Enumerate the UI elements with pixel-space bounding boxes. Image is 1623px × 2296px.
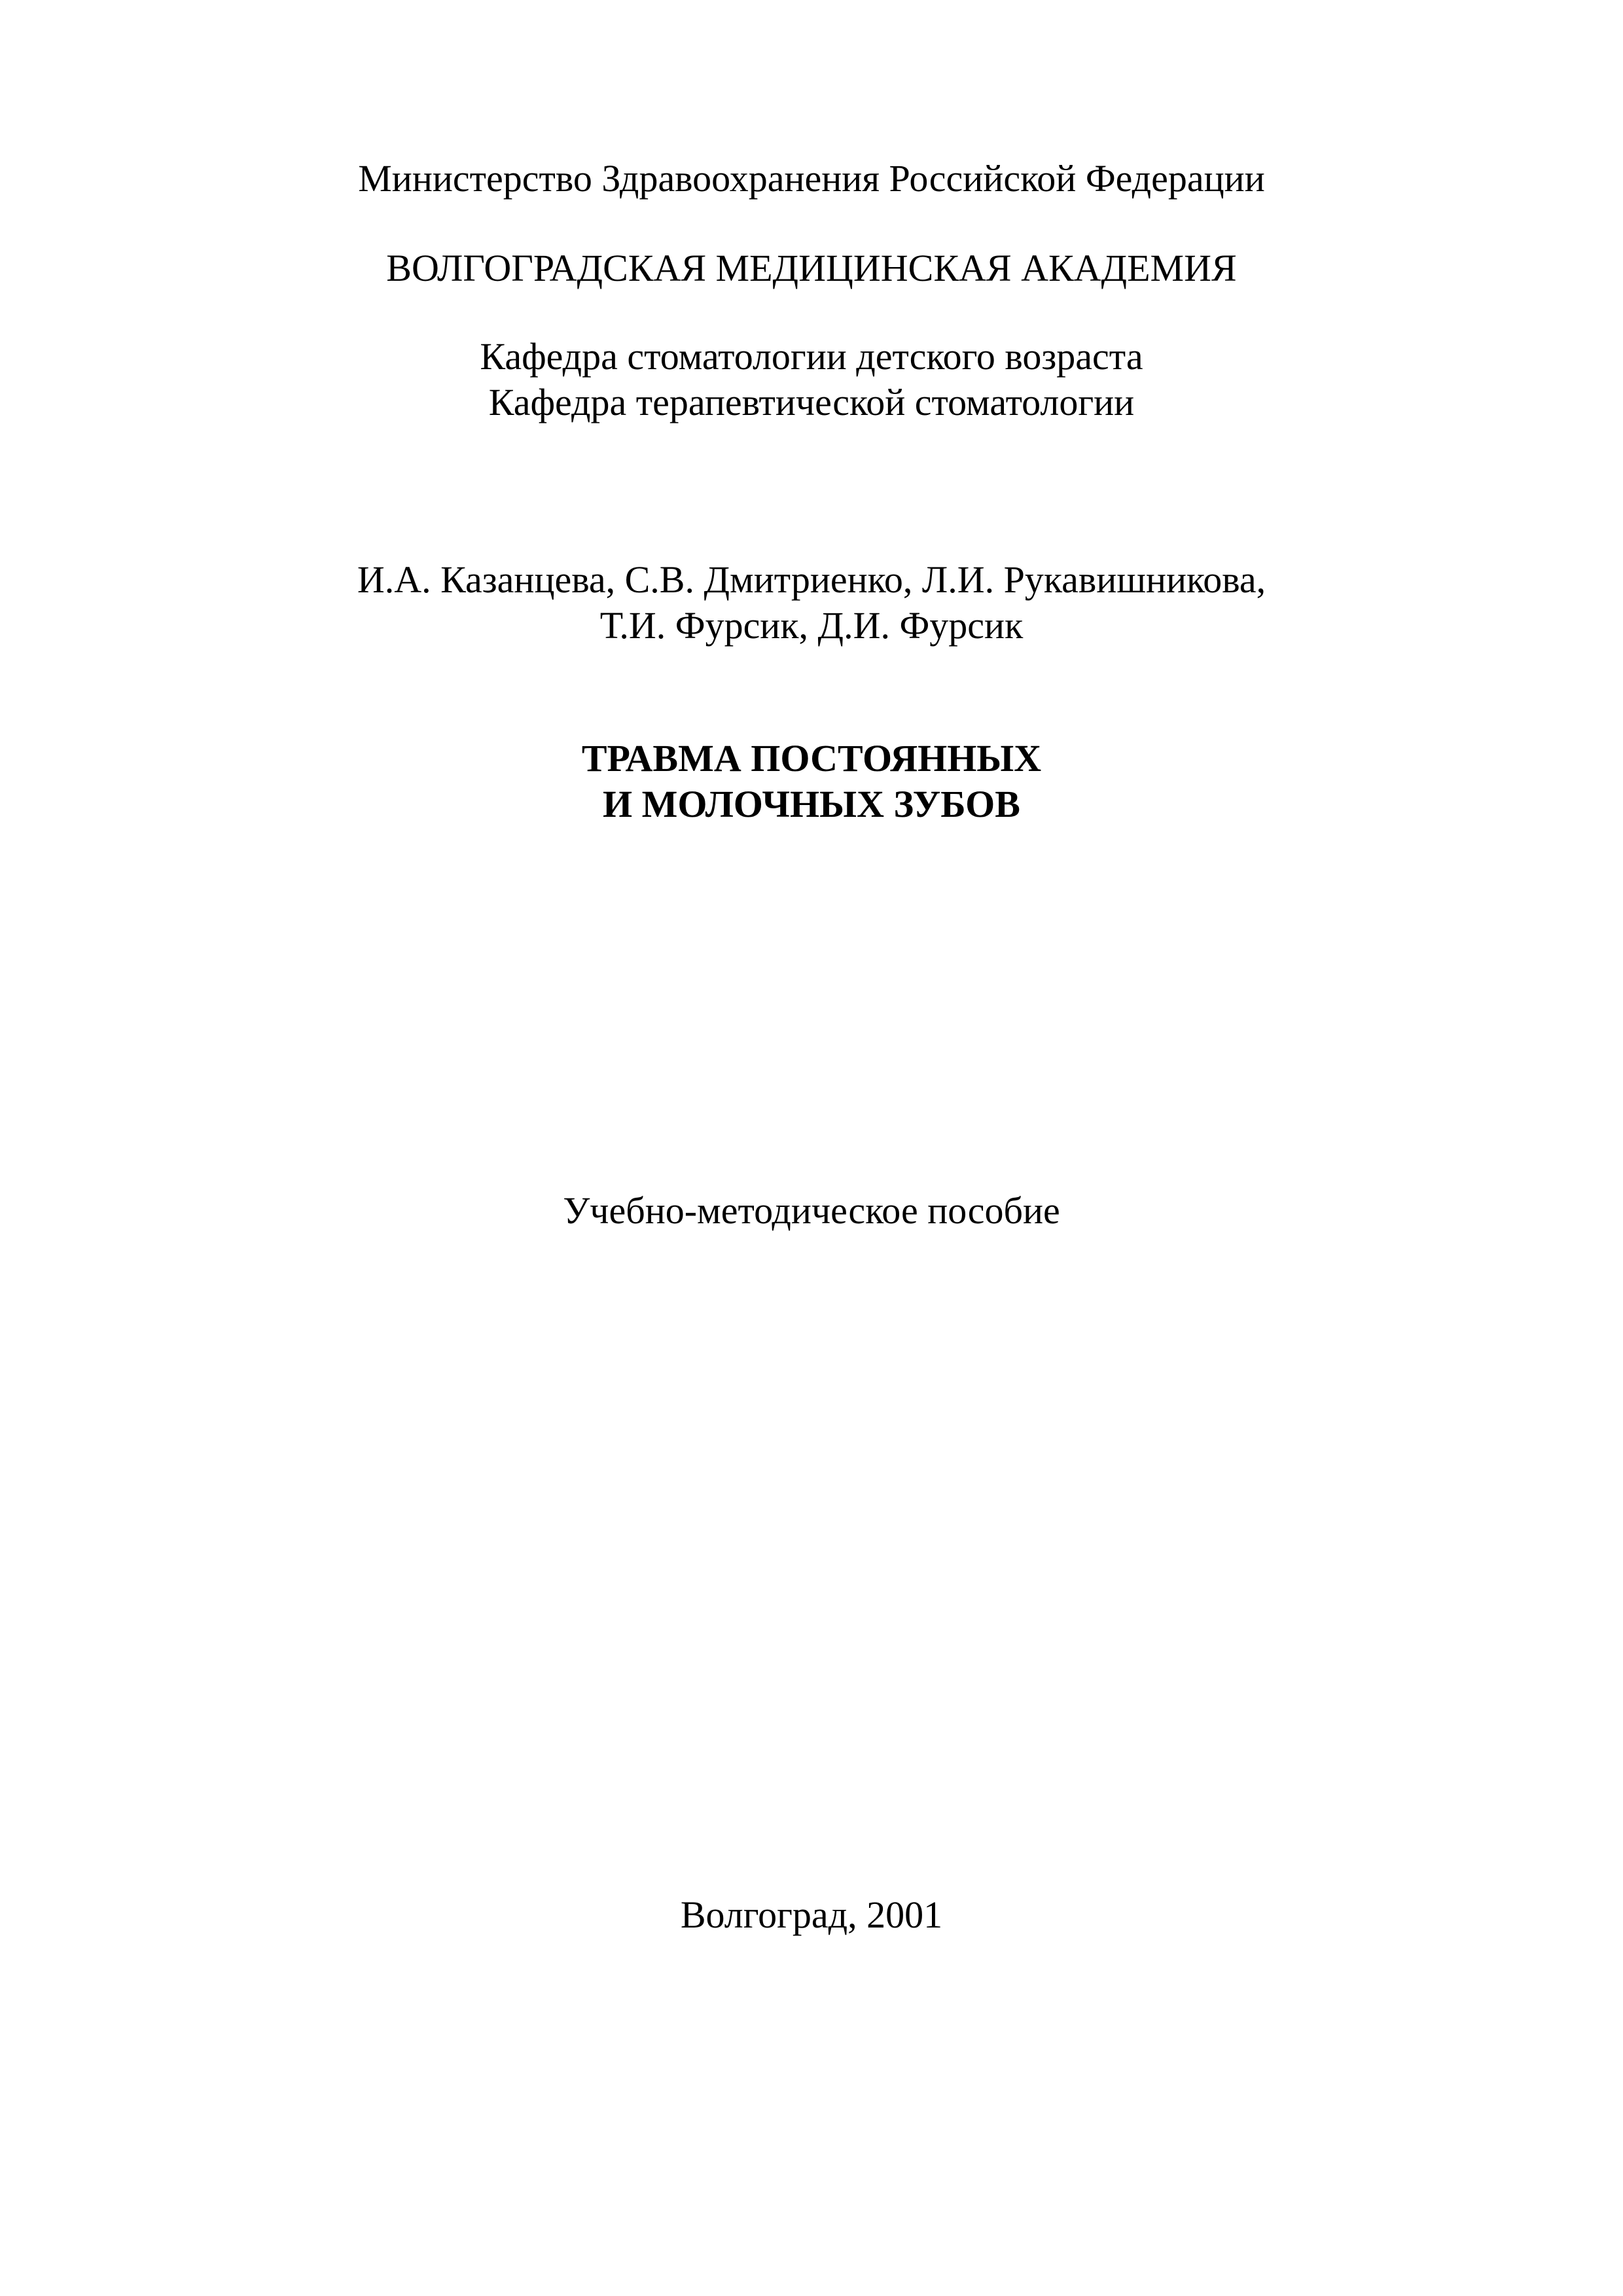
book-title-line-2: И МОЛОЧНЫХ ЗУБОВ: [603, 783, 1020, 825]
department-2: Кафедра терапевтической стоматологии: [488, 381, 1135, 423]
place-and-year: Волгоград, 2001: [680, 1893, 943, 1936]
ministry-name: Министерство Здравоохранения Российской Федерации: [358, 157, 1265, 200]
publication-type: Учебно-методическое пособие: [563, 1189, 1060, 1232]
book-title-line-1: ТРАВМА ПОСТОЯННЫХ: [581, 737, 1042, 780]
academy-name: ВОЛГОГРАДСКАЯ МЕДИЦИНСКАЯ АКАДЕМИЯ: [386, 247, 1237, 289]
authors-line-2: Т.И. Фурсик, Д.И. Фурсик: [599, 604, 1024, 647]
authors-line-1: И.А. Казанцева, С.В. Дмитриенко, Л.И. Рукавишникова,: [357, 558, 1266, 601]
department-1: Кафедра стоматологии детского возраста: [480, 335, 1143, 378]
